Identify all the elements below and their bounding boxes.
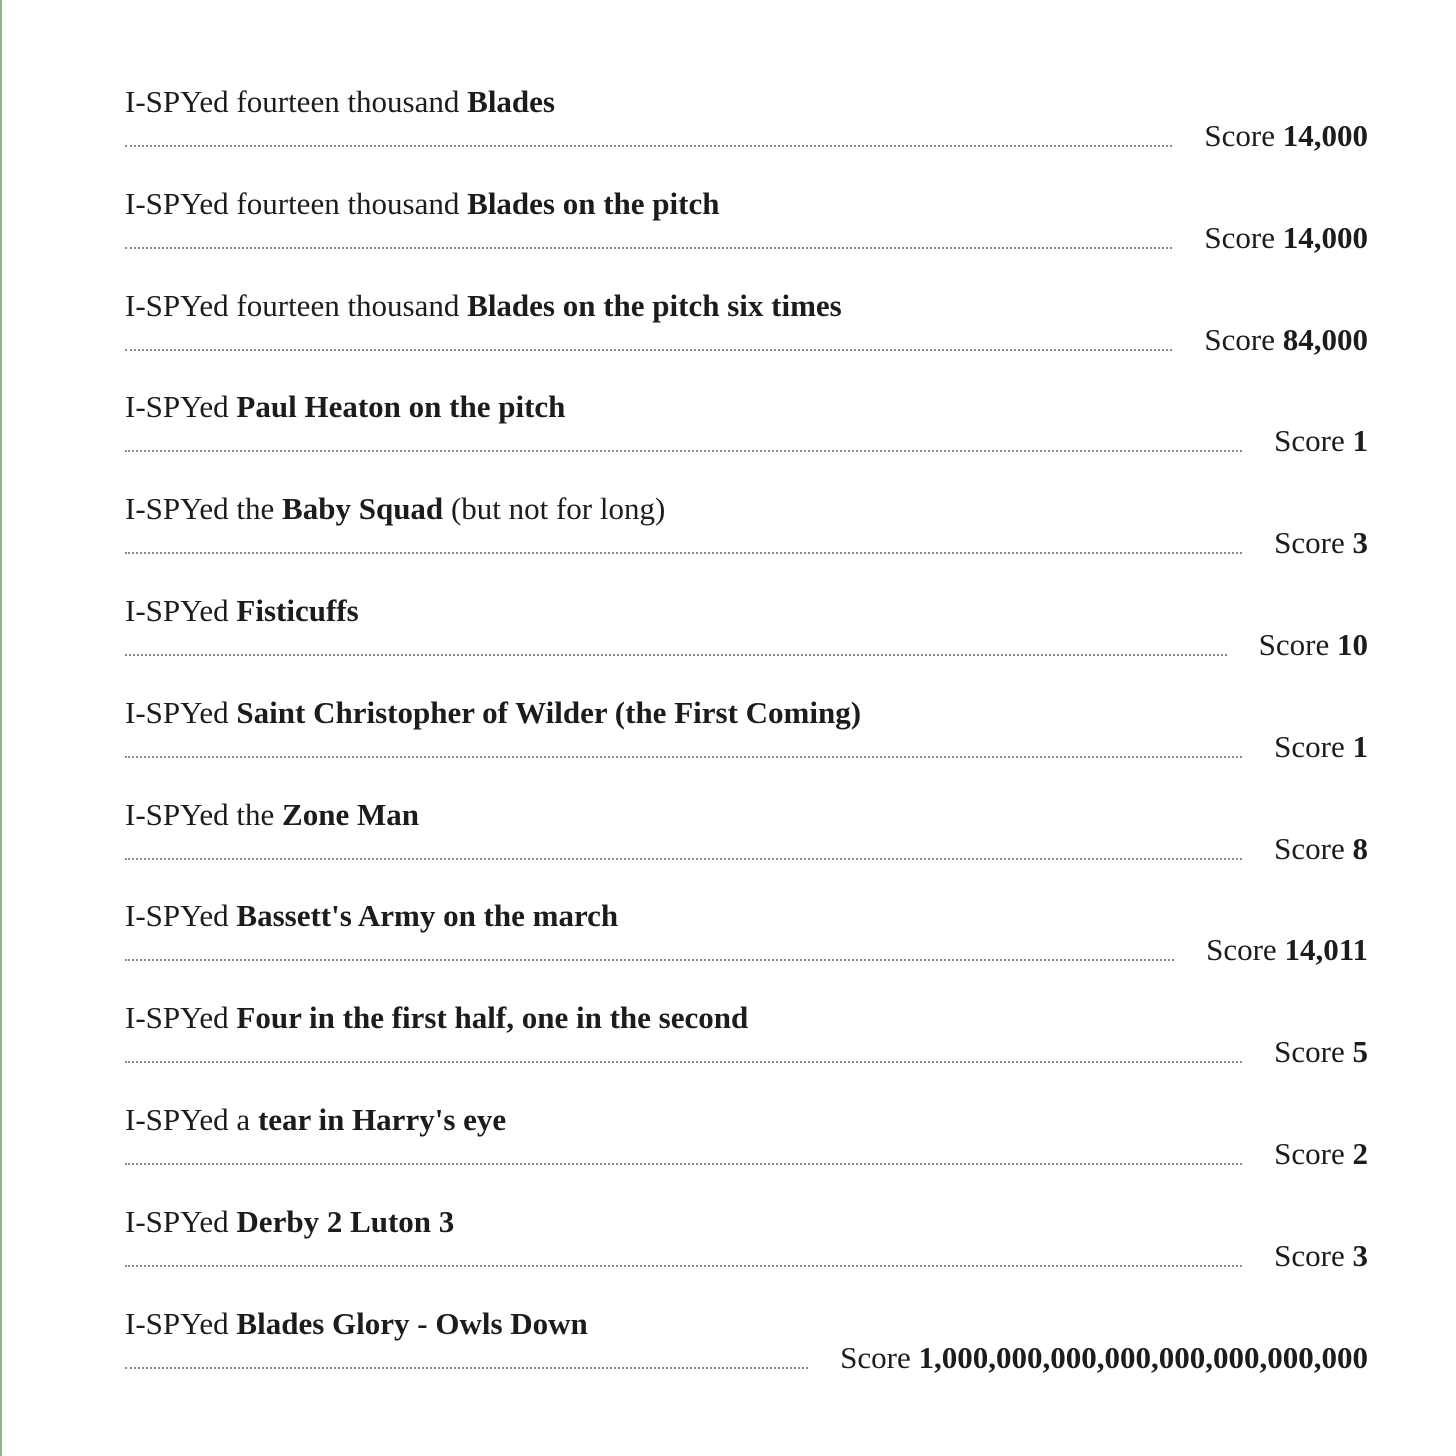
- list-item: [125, 1202, 1368, 1304]
- score: [1204, 218, 1368, 258]
- score-value: 14,000: [1282, 118, 1368, 153]
- score-value: 14,011: [1284, 932, 1368, 968]
- list-item: [125, 693, 1368, 795]
- entry-highlight: Derby 2 Luton 3: [236, 1203, 455, 1239]
- entry-suffix: (but not for long): [443, 491, 666, 527]
- dotted-leader: [125, 1163, 1242, 1165]
- score-label: Score: [1274, 1135, 1345, 1171]
- dotted-leader: [125, 1367, 808, 1369]
- entry-prefix: I-SPYed the: [125, 491, 283, 527]
- entry-highlight: Zone Man: [282, 796, 419, 832]
- score: [1206, 930, 1368, 970]
- dotted-leader: [125, 145, 1172, 147]
- score-value: 2: [1352, 1135, 1368, 1171]
- entry-highlight: Blades Glory - Owls Down: [236, 1305, 588, 1341]
- entry-highlight: tear in Harry's eye: [257, 1101, 507, 1137]
- entry-prefix: I-SPYed: [125, 1000, 237, 1036]
- score: [1274, 1134, 1368, 1174]
- dotted-leader: [125, 858, 1242, 860]
- score: [1274, 727, 1368, 767]
- entry-prefix: I-SPYed: [125, 389, 237, 425]
- entry-highlight: Saint Christopher of Wilder (the First Coming): [236, 694, 862, 730]
- score-label: Score: [1274, 1034, 1345, 1070]
- score-label: Score: [1274, 525, 1345, 561]
- score-row: [125, 1236, 1368, 1276]
- ispy-entry-list: [125, 82, 1368, 1405]
- score: [840, 1338, 1368, 1378]
- list-item: [125, 896, 1368, 998]
- list-item: [125, 998, 1368, 1100]
- entry-prefix: I-SPYed fourteen thousand: [125, 84, 468, 119]
- entry-prefix: I-SPYed: [125, 1203, 237, 1239]
- score-row: [125, 625, 1368, 665]
- entry-highlight: Blades on the pitch six times: [467, 287, 842, 323]
- score: [1274, 829, 1368, 869]
- entry-highlight: Paul Heaton on the pitch: [236, 389, 566, 425]
- score-value: 84,000: [1282, 321, 1368, 357]
- score-row: [125, 523, 1368, 563]
- score-row: [125, 218, 1368, 258]
- score-label: Score: [1204, 118, 1275, 153]
- score-label: Score: [1274, 830, 1345, 866]
- score-row: [125, 1032, 1368, 1072]
- list-item: [125, 1304, 1368, 1406]
- score-value: 1: [1352, 423, 1368, 459]
- score-row: [125, 116, 1368, 156]
- dotted-leader: [125, 450, 1242, 452]
- entry-highlight: Bassett's Army on the march: [236, 898, 619, 934]
- list-item: [125, 1100, 1368, 1202]
- page-edge-line: [0, 0, 2, 1456]
- score-row: [125, 421, 1368, 461]
- list-item: [125, 387, 1368, 489]
- entry-highlight: Four in the first half, one in the second: [236, 1000, 749, 1036]
- score: [1274, 523, 1368, 563]
- score-row: [125, 320, 1368, 360]
- score-value: 5: [1352, 1034, 1368, 1070]
- score-value: 14,000: [1282, 219, 1368, 255]
- list-item: [125, 489, 1368, 591]
- dotted-leader: [125, 1061, 1242, 1063]
- entry-highlight: Blades on the pitch: [467, 185, 720, 221]
- entry-highlight: Baby Squad: [282, 491, 444, 527]
- score-value: 1,000,000,000,000,000,000,000,000: [918, 1339, 1368, 1375]
- score-value: 10: [1337, 626, 1368, 662]
- dotted-leader: [125, 247, 1172, 249]
- entry-prefix: I-SPYed: [125, 592, 237, 628]
- list-item: [125, 82, 1368, 184]
- list-item: [125, 286, 1368, 388]
- score: [1274, 1236, 1368, 1276]
- score-value: 8: [1352, 830, 1368, 866]
- score-label: Score: [1274, 728, 1345, 764]
- score-row: [125, 930, 1368, 970]
- entry-prefix: I-SPYed: [125, 694, 237, 730]
- score-label: Score: [1204, 219, 1275, 255]
- score-value: 1: [1352, 728, 1368, 764]
- score-row: [125, 1134, 1368, 1174]
- dotted-leader: [125, 654, 1227, 656]
- entry-prefix: I-SPYed: [125, 898, 237, 934]
- score: [1259, 625, 1368, 665]
- entry-prefix: I-SPYed fourteen thousand: [125, 287, 468, 323]
- entry-prefix: I-SPYed: [125, 1305, 237, 1341]
- score: [1204, 116, 1368, 156]
- entry-prefix: I-SPYed a: [125, 1101, 258, 1137]
- entry-highlight: Fisticuffs: [236, 592, 359, 628]
- entry-highlight: Blades: [467, 84, 555, 119]
- list-item: [125, 795, 1368, 897]
- score-value: 3: [1352, 1237, 1368, 1273]
- score-label: Score: [1206, 932, 1277, 968]
- score-label: Score: [1204, 321, 1275, 357]
- score-row: [125, 829, 1368, 869]
- score-value: 3: [1352, 525, 1368, 561]
- dotted-leader: [125, 552, 1242, 554]
- dotted-leader: [125, 1265, 1242, 1267]
- score-row: [125, 727, 1368, 767]
- score: [1274, 421, 1368, 461]
- score: [1274, 1032, 1368, 1072]
- score-label: Score: [1274, 1237, 1345, 1273]
- entry-prefix: I-SPYed fourteen thousand: [125, 185, 468, 221]
- entry-prefix: I-SPYed the: [125, 796, 283, 832]
- score-label: Score: [1258, 626, 1330, 662]
- list-item: [125, 184, 1368, 286]
- dotted-leader: [125, 756, 1242, 758]
- dotted-leader: [125, 959, 1174, 961]
- list-item: [125, 591, 1368, 693]
- dotted-leader: [125, 349, 1172, 351]
- score: [1204, 320, 1368, 360]
- score-label: Score: [1274, 423, 1345, 459]
- score-label: Score: [840, 1339, 911, 1375]
- score-row: [125, 1338, 1368, 1378]
